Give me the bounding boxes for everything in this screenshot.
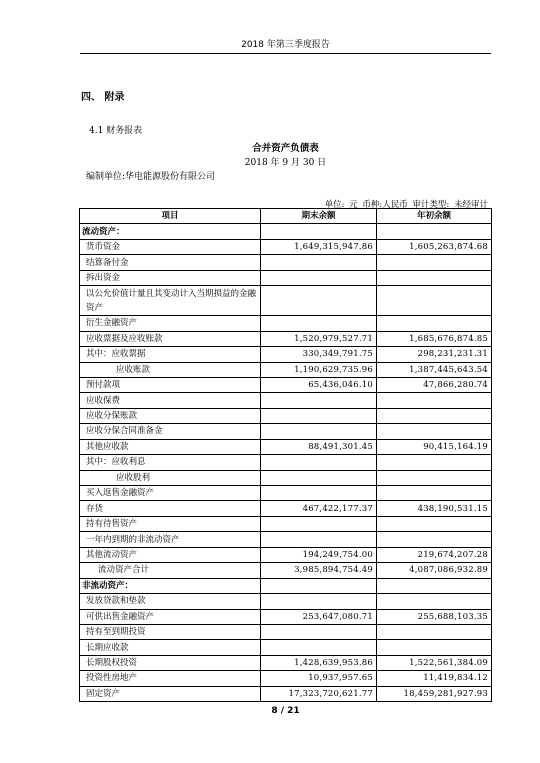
- table-row: [80, 316, 492, 331]
- begin-balance-cell: 1,387,445,643.54: [377, 362, 492, 377]
- end-balance-cell: [261, 486, 377, 501]
- begin-balance-cell: 90,415,164.19: [377, 439, 492, 454]
- row-label: 应收股利: [80, 470, 261, 485]
- table-row: [80, 393, 492, 408]
- column-header-end-balance: 期末余额: [261, 209, 377, 224]
- table-row: [80, 563, 492, 578]
- begin-balance-cell: 219,674,207.28: [377, 547, 492, 562]
- begin-balance-cell: 4,087,086,932.89: [377, 563, 492, 578]
- table-row: [80, 224, 492, 239]
- row-label: 持有至到期投资: [80, 624, 261, 639]
- row-label: 其中：应收票据: [80, 347, 261, 362]
- end-balance-cell: 1,649,315,947.86: [261, 239, 377, 254]
- begin-balance-cell: 18,459,281,927.93: [377, 686, 492, 701]
- begin-balance-cell: [377, 532, 492, 547]
- end-balance-cell: 1,520,979,527.71: [261, 331, 377, 346]
- end-balance-cell: [261, 224, 377, 239]
- end-balance-cell: 194,249,754.00: [261, 547, 377, 562]
- row-label: 非流动资产：: [80, 578, 261, 593]
- begin-balance-cell: 1,685,676,874.85: [377, 331, 492, 346]
- table-row: [80, 408, 492, 423]
- begin-balance-cell: [377, 393, 492, 408]
- end-balance-cell: [261, 516, 377, 531]
- begin-balance-cell: [377, 594, 492, 609]
- row-label: 应收票据及应收账款: [80, 331, 261, 346]
- end-balance-cell: [261, 624, 377, 639]
- end-balance-cell: 1,190,629,735.96: [261, 362, 377, 377]
- row-label: 可供出售金融资产: [80, 609, 261, 624]
- row-label: 衍生金融资产: [80, 316, 261, 331]
- end-balance-cell: 17,323,720,621.77: [261, 686, 377, 701]
- column-header-item: 项目: [80, 209, 261, 224]
- row-label: 流动资产合计: [80, 563, 261, 578]
- row-label: 应收账款: [80, 362, 261, 377]
- table-row: [80, 331, 492, 346]
- table-row: [80, 439, 492, 454]
- end-balance-cell: 88,491,301.45: [261, 439, 377, 454]
- row-label: 应收保费: [80, 393, 261, 408]
- table-row: [80, 547, 492, 562]
- table-row: [80, 347, 492, 362]
- header-divider: [80, 53, 491, 54]
- begin-balance-cell: [377, 224, 492, 239]
- end-balance-cell: [261, 393, 377, 408]
- page-number: 8 / 21: [271, 706, 300, 716]
- table-row: [80, 270, 492, 285]
- page-header: 2018 年第三季度报告: [241, 40, 330, 50]
- end-balance-cell: [261, 408, 377, 423]
- row-label: 预付款项: [80, 377, 261, 392]
- row-label: 存货: [80, 501, 261, 516]
- table-row: [80, 594, 492, 609]
- row-label: 其他流动资产: [80, 547, 261, 562]
- table-row: [80, 640, 492, 655]
- begin-balance-cell: [377, 640, 492, 655]
- row-label: 投资性房地产: [80, 671, 261, 686]
- table-row: [80, 516, 492, 531]
- begin-balance-cell: 255,688,103.35: [377, 609, 492, 624]
- row-label: 拆出资金: [80, 270, 261, 285]
- begin-balance-cell: [377, 624, 492, 639]
- table-row: [80, 532, 492, 547]
- end-balance-cell: [261, 470, 377, 485]
- end-balance-cell: [261, 316, 377, 331]
- report-date: 2018 年 9 月 30 日: [244, 158, 327, 168]
- row-label: 应收分保账款: [80, 408, 261, 423]
- row-label: 其中：应收利息: [80, 455, 261, 470]
- balance-sheet-table: [79, 208, 492, 702]
- row-label: 发放贷款和垫款: [80, 594, 261, 609]
- table-row: [80, 486, 492, 501]
- begin-balance-cell: [377, 486, 492, 501]
- begin-balance-cell: [377, 408, 492, 423]
- row-label: 应收分保合同准备金: [80, 424, 261, 439]
- row-label: 以公允价值计量且其变动计入当期损益的金融资产: [80, 286, 261, 316]
- row-label: 流动资产：: [80, 224, 261, 239]
- row-label: 持有待售资产: [80, 516, 261, 531]
- end-balance-cell: 65,436,046.10: [261, 377, 377, 392]
- row-label: 买入返售金融资产: [80, 486, 261, 501]
- end-balance-cell: [261, 455, 377, 470]
- table-row: [80, 239, 492, 254]
- table-row: [80, 470, 492, 485]
- begin-balance-cell: [377, 455, 492, 470]
- table-row: [80, 671, 492, 686]
- row-label: 结算备付金: [80, 255, 261, 270]
- section-heading: 四、 附录: [81, 92, 125, 103]
- end-balance-cell: 10,937,957.65: [261, 671, 377, 686]
- table-row: [80, 362, 492, 377]
- end-balance-cell: [261, 255, 377, 270]
- end-balance-cell: [261, 286, 377, 316]
- table-row: [80, 501, 492, 516]
- begin-balance-cell: [377, 270, 492, 285]
- begin-balance-cell: [377, 255, 492, 270]
- table-row: [80, 286, 492, 316]
- end-balance-cell: [261, 270, 377, 285]
- end-balance-cell: 3,985,894,754.49: [261, 563, 377, 578]
- begin-balance-cell: 11,419,834.12: [377, 671, 492, 686]
- begin-balance-cell: [377, 286, 492, 316]
- end-balance-cell: [261, 532, 377, 547]
- row-label: 固定资产: [80, 686, 261, 701]
- table-row: [80, 686, 492, 701]
- row-label: 一年内到期的非流动资产: [80, 532, 261, 547]
- table-row: [80, 578, 492, 593]
- report-title: 合并资产负债表: [252, 143, 319, 154]
- table-row: [80, 424, 492, 439]
- company-name: 编制单位:华电能源股份有限公司: [86, 172, 216, 182]
- table-row: [80, 455, 492, 470]
- row-label: 长期股权投资: [80, 655, 261, 670]
- table-row: [80, 655, 492, 670]
- table-row: [80, 624, 492, 639]
- begin-balance-cell: 1,605,263,874.68: [377, 239, 492, 254]
- report-meta: 单位: 元 币种:人民币 审计类型: 未经审计: [324, 200, 488, 210]
- subsection-heading: 4.1 财务报表: [89, 126, 143, 136]
- row-label: 货币资金: [80, 239, 261, 254]
- table-row: [80, 609, 492, 624]
- begin-balance-cell: [377, 516, 492, 531]
- end-balance-cell: 330,349,791.75: [261, 347, 377, 362]
- table-header-row: [80, 209, 492, 224]
- row-label: 其他应收款: [80, 439, 261, 454]
- end-balance-cell: 467,422,177.37: [261, 501, 377, 516]
- end-balance-cell: [261, 578, 377, 593]
- begin-balance-cell: [377, 424, 492, 439]
- begin-balance-cell: [377, 316, 492, 331]
- row-label: 长期应收款: [80, 640, 261, 655]
- end-balance-cell: [261, 424, 377, 439]
- begin-balance-cell: [377, 578, 492, 593]
- end-balance-cell: 1,428,639,953.86: [261, 655, 377, 670]
- begin-balance-cell: [377, 470, 492, 485]
- table-row: [80, 377, 492, 392]
- begin-balance-cell: 438,190,531.15: [377, 501, 492, 516]
- end-balance-cell: 253,647,080.71: [261, 609, 377, 624]
- begin-balance-cell: 1,522,561,384.09: [377, 655, 492, 670]
- column-header-begin-balance: 年初余额: [377, 209, 492, 224]
- end-balance-cell: [261, 640, 377, 655]
- table-row: [80, 255, 492, 270]
- begin-balance-cell: 298,231,231.31: [377, 347, 492, 362]
- end-balance-cell: [261, 594, 377, 609]
- begin-balance-cell: 47,866,280.74: [377, 377, 492, 392]
